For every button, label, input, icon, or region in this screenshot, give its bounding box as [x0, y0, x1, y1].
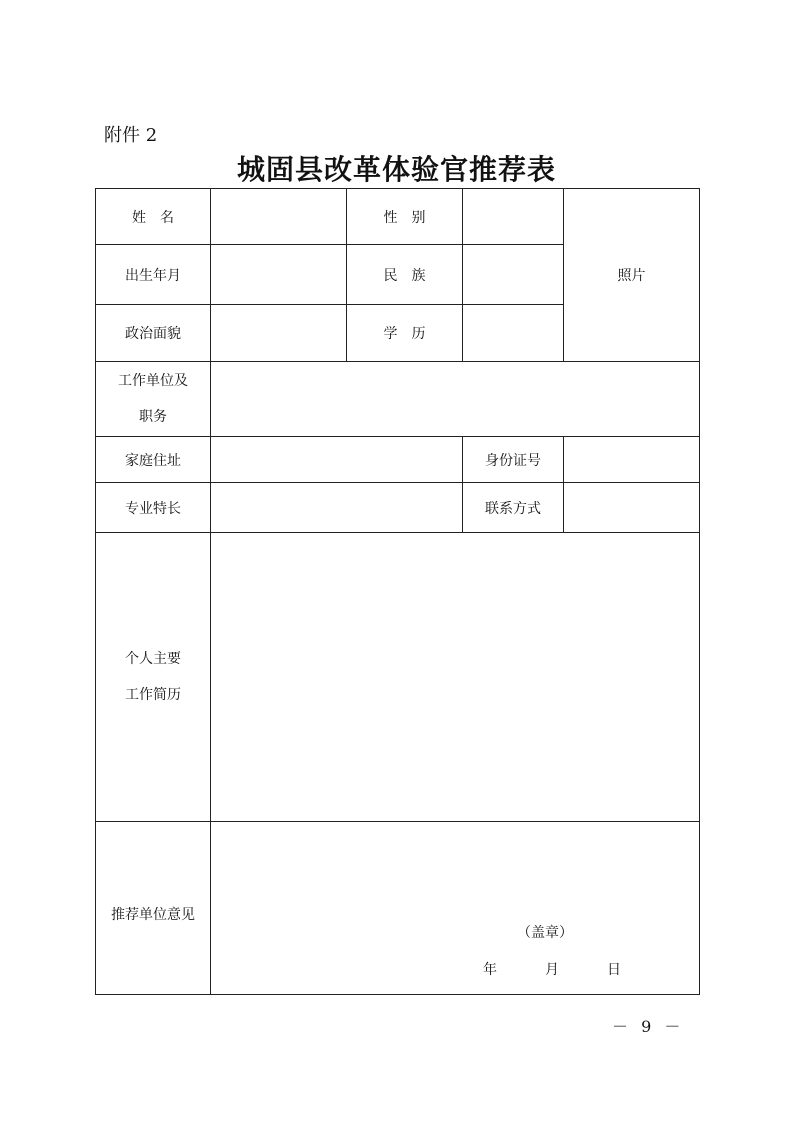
recommendation-form-table: [95, 188, 700, 995]
name-field[interactable]: [211, 189, 347, 245]
form-row-name: [96, 189, 700, 245]
opinion-label-cell: [96, 822, 211, 995]
political-field[interactable]: [211, 305, 347, 362]
work-unit-label: [96, 362, 211, 437]
political-label: 政治面貌: [96, 305, 211, 362]
gender-field[interactable]: [463, 189, 564, 245]
resume-label-line1: 个人主要: [125, 651, 181, 667]
attachment-label: 附件 2: [104, 125, 158, 146]
ethnicity-field[interactable]: [463, 245, 564, 305]
form-row-address: [96, 437, 700, 483]
work-unit-label-line2: 职务: [139, 409, 167, 425]
id-label: 身份证号: [463, 437, 564, 483]
opinion-label: 推荐单位意见: [111, 907, 195, 923]
ethnicity-label: 民 族: [347, 245, 463, 305]
specialty-label: 专业特长: [96, 483, 211, 533]
birth-field[interactable]: [211, 245, 347, 305]
page-number: － 9 －: [612, 1017, 685, 1036]
birth-label: 出生年月: [96, 245, 211, 305]
seal-label: （盖章）: [517, 925, 573, 941]
work-unit-field[interactable]: [211, 362, 700, 437]
resume-field[interactable]: [211, 533, 700, 822]
id-field[interactable]: [564, 437, 700, 483]
contact-label: 联系方式: [463, 483, 564, 533]
page-title: 城固县改革体验官推荐表: [236, 153, 556, 186]
form-row-specialty: [96, 483, 700, 533]
address-field[interactable]: [211, 437, 463, 483]
opinion-field[interactable]: [211, 822, 700, 995]
contact-field[interactable]: [564, 483, 700, 533]
date-row: [483, 959, 621, 979]
form-row-resume: [96, 533, 700, 822]
resume-label-line2: 工作简历: [125, 687, 181, 703]
resume-label: [96, 533, 211, 822]
name-label: 姓 名: [96, 189, 211, 245]
date-day: 日: [607, 962, 621, 978]
date-month: 月: [545, 962, 559, 978]
date-year: 年: [483, 962, 497, 978]
gender-label: 性 别: [347, 189, 463, 245]
form-row-work-unit: [96, 362, 700, 437]
photo-cell[interactable]: 照片: [564, 189, 700, 362]
work-unit-label-line1: 工作单位及: [118, 373, 188, 389]
address-label: 家庭住址: [96, 437, 211, 483]
form-row-opinion: [96, 822, 700, 995]
education-label: 学 历: [347, 305, 463, 362]
education-field[interactable]: [463, 305, 564, 362]
specialty-field[interactable]: [211, 483, 463, 533]
